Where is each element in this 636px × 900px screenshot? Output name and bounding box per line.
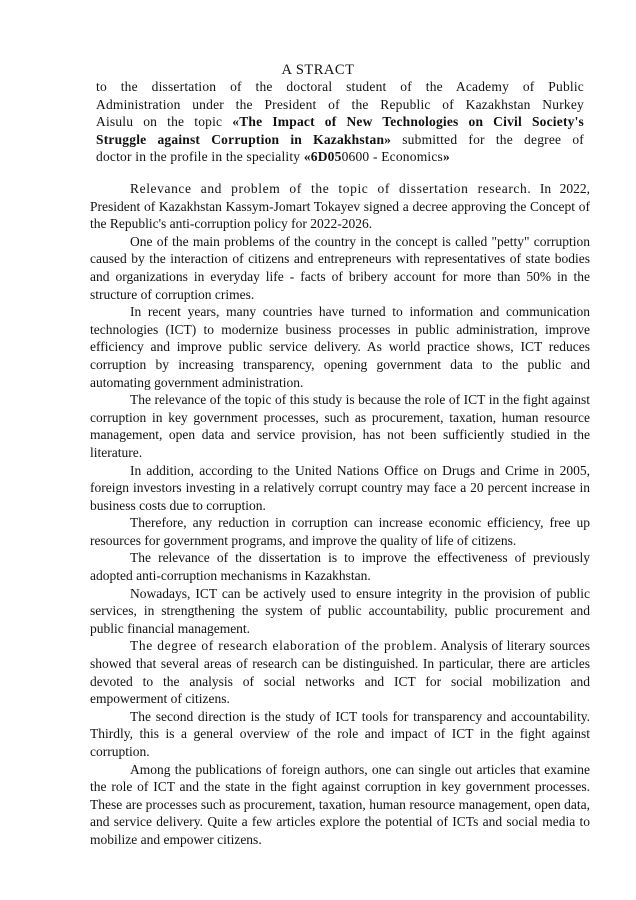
speciality-close: »	[443, 149, 450, 164]
heading-line	[96, 113, 584, 131]
speciality-code: «6D05	[303, 149, 342, 164]
paragraph	[90, 637, 590, 707]
paragraph-text: The second direction is the study of ICT tools for transparency and accountability. Thirdly, this is a general overview of the role and impact of ICT in the fight against corruption.	[90, 708, 590, 759]
heading-line: to the dissertation of the doctoral student of the Academy of Public	[96, 79, 584, 94]
paragraph-text: Therefore, any reduction in corruption can increase economic efficiency, free up resources for government programs, and improve the quality of life of citizens.	[90, 515, 590, 548]
paragraph-text: Among the publications of foreign authors, one can single out articles that examine the role of ICT and the state in the fight against corruption in key government processes. These are processes such as procurement, taxation, human resource management, open data, and service delivery. Quite a few articles explore the potential of ICTs and social media to mobilize and empower citizens.	[90, 761, 590, 847]
dissertation-topic: «The Impact of New Technologies on Civil Society's	[232, 114, 584, 129]
speciality-name: 0600 - Economics	[341, 149, 444, 164]
paragraph-text: In 2022, President of Kazakhstan Kassym-Jomart Tokayev signed a decree approving the Concept of the Republic's anti-corruption policy for 2022-2026.	[90, 181, 591, 232]
heading-line: Administration under the President of the Republic of Kazakhstan Nurkey	[96, 96, 584, 112]
heading-text: submitted for the degree of	[391, 131, 584, 147]
heading-text: Aisulu on the topic	[96, 114, 233, 129]
paragraph	[90, 585, 590, 638]
paragraph	[90, 761, 590, 849]
document-title: A STRACT	[281, 62, 355, 78]
paragraph	[90, 514, 590, 549]
paragraph-text: The relevance of the dissertation is to improve the effectiveness of previously adopted anti-corruption mechanisms in Kazakhstan.	[90, 550, 590, 584]
dissertation-heading	[96, 78, 584, 166]
section-lead: Relevance and problem of the topic of dissertation research.	[130, 181, 532, 196]
paragraph-text: Nowadays, ICT can be actively used to ensure integrity in the provision of public services, in strengthening the system of public accountability, public procurement and public financial management.	[90, 585, 590, 636]
paragraph-text: The relevance of the topic of this study is because the role of ICT in the fight against corruption in key government processes, such as procurement, taxation, human resource management, open data and service provision, has not been sufficiently studied in the literature.	[90, 392, 590, 460]
section-lead: The degree of research elaboration of the problem.	[130, 638, 438, 654]
paragraph	[90, 233, 590, 303]
paragraph	[90, 180, 590, 233]
paragraph	[90, 549, 590, 584]
paragraph	[90, 462, 590, 515]
heading-line	[96, 131, 584, 149]
paragraph	[90, 708, 590, 761]
paragraph-text: One of the main problems of the country in the concept is called "petty" corruption caused by the interaction of citizens and entrepreneurs with representatives of state bodies and organizations in everyday life - facts of bribery account for more than 50% in the structure of corruption crimes.	[90, 233, 590, 302]
heading-line	[96, 148, 584, 166]
paragraph	[90, 391, 590, 461]
heading-text: doctor in the profile in the speciality	[96, 149, 304, 164]
dissertation-topic-end: Struggle against Corruption in Kazakhstan»	[96, 131, 392, 147]
paragraph-text: In addition, according to the United Nations Office on Drugs and Crime in 2005, foreign investors investing in a relatively corrupt country may face a 20 percent increase in business costs due to corruption.	[90, 462, 590, 513]
paragraph-text: In recent years, many countries have turned to information and communication technologies (ICT) to modernize business processes in public administration, improve efficiency and improve public service delivery. As world practice shows, ICT reduces corruption by increasing transparency, opening government data to the public and automating government administration.	[90, 304, 590, 390]
abstract-body	[90, 180, 590, 849]
paragraph-text: Analysis of literary sources showed that several areas of research can be distinguished. In particular, there are articles devoted to the analysis of social networks and ICT for social mobilization and empowerment of citizens.	[90, 638, 590, 707]
paragraph	[90, 303, 590, 391]
